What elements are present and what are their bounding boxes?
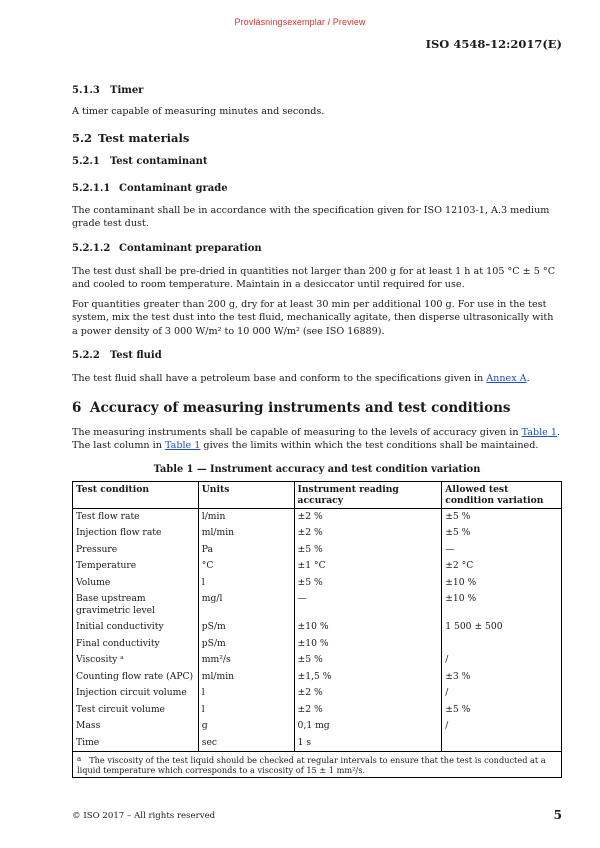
table-row (73, 636, 562, 653)
table-row (73, 575, 562, 592)
table-cell: ±2 % (294, 508, 442, 525)
table-cell: l (198, 702, 294, 719)
table-row (73, 718, 562, 735)
accuracy-table (72, 481, 562, 779)
table-row (73, 591, 562, 619)
document-id: ISO 4548-12:2017(E) (425, 37, 562, 51)
section-number: 5.2.1.2 (72, 242, 111, 254)
table-cell: ±1,5 % (294, 669, 442, 686)
table-cell: ±3 % (442, 669, 562, 686)
table-cell: Pa (198, 542, 294, 559)
table-row (73, 702, 562, 719)
paragraph-timer: A timer capable of measuring minutes and seconds. (72, 106, 325, 117)
table-cell: ±10 % (442, 591, 562, 619)
text-run: . The last column in (72, 426, 561, 451)
table-cell: Test flow rate (73, 508, 199, 525)
section-title: Contaminant grade (119, 182, 228, 194)
section-title: Contaminant preparation (119, 242, 262, 254)
paragraph-accuracy (72, 426, 562, 453)
text-run: The test fluid shall have a petroleum base and conform to the specifications given in (72, 373, 487, 384)
annex-a-link[interactable]: Annex A (486, 373, 527, 384)
table-cell: pS/m (198, 636, 294, 653)
table-cell: 0,1 mg (294, 718, 442, 735)
table-cell: Initial conductivity (73, 619, 199, 636)
table-row (73, 669, 562, 686)
table-cell: ±5 % (294, 575, 442, 592)
column-header: Instrument reading accuracy (294, 481, 442, 508)
table-cell: Time (73, 735, 199, 752)
table-cell: l (198, 575, 294, 592)
table-cell: / (442, 652, 562, 669)
table-cell: Counting flow rate (APC) (73, 669, 199, 686)
table-cell: Final conductivity (73, 636, 199, 653)
table-cell: g (198, 718, 294, 735)
table-cell: ±10 % (442, 575, 562, 592)
table-cell: pS/m (198, 619, 294, 636)
table-header-row (73, 481, 562, 508)
table-cell: / (442, 718, 562, 735)
column-header: Allowed test condition variation (442, 481, 562, 508)
table-cell: ±10 % (294, 619, 442, 636)
table-1-link[interactable]: Table 1 (521, 426, 558, 438)
table-cell: l/min (198, 508, 294, 525)
table-row (73, 558, 562, 575)
table-cell (442, 636, 562, 653)
section-number: 5.2.1 (72, 155, 100, 167)
table-row (73, 652, 562, 669)
heading-5-2-2 (72, 350, 562, 364)
table-cell: Injection circuit volume (73, 685, 199, 702)
paragraph-contaminant-grade: The contaminant shall be in accordance with the specification given for ISO 12103-1, A.3 medium grade test dust. (72, 204, 550, 229)
heading-5-2-1-1 (72, 183, 562, 197)
text-run: . (526, 373, 530, 384)
table-cell: ±5 % (294, 542, 442, 559)
table-cell: Volume (73, 575, 199, 592)
table-cell: — (294, 591, 442, 619)
paragraph-predry: The test dust shall be pre-dried in quantities not larger than 200 g for at least 1 h at 105 °C ± 5 °C and cooled to room temperature. Maintain in a desiccator until required for use. (72, 265, 556, 290)
table-row (73, 685, 562, 702)
table-cell: ±10 % (294, 636, 442, 653)
table-cell: ±5 % (442, 508, 562, 525)
table-1-link[interactable]: Table 1 (164, 440, 201, 451)
table-cell (442, 735, 562, 752)
table-cell: Base upstream gravimetric level (73, 591, 199, 619)
heading-6 (72, 400, 562, 418)
table-cell: ±2 % (294, 525, 442, 542)
footnote-text: The viscosity of the test liquid should be checked at regular intervals to ensure that the test is conducted at a liquid temperature which corresponds to a viscosity of 15 ± 1 mm²/s. (77, 755, 546, 775)
table-row (73, 542, 562, 559)
section-title: Test fluid (110, 350, 162, 361)
heading-5-2-1 (72, 156, 562, 170)
column-header: Units (198, 481, 294, 508)
section-number: 5.2 (72, 130, 93, 145)
table-cell: Mass (73, 718, 199, 735)
table-row (73, 735, 562, 752)
table-cell: sec (198, 735, 294, 752)
heading-5-1-3 (72, 85, 562, 99)
table-cell: ±5 % (442, 702, 562, 719)
page-number: 5 (553, 808, 562, 822)
section-title: Timer (110, 85, 144, 96)
table-title: Table 1 — Instrument accuracy and test condition variation (153, 463, 481, 475)
table-cell: ±2 % (294, 702, 442, 719)
page-content (72, 85, 562, 778)
table-cell: Injection flow rate (73, 525, 199, 542)
text-run: The measuring instruments shall be capable of measuring to the levels of accuracy given in (72, 426, 522, 438)
table-cell: ±5 % (442, 525, 562, 542)
table-cell: — (442, 542, 562, 559)
table-cell: ±1 °C (294, 558, 442, 575)
section-number: 5.2.2 (72, 350, 100, 361)
paragraph-test-fluid (72, 372, 562, 386)
column-header: Test condition (73, 481, 199, 508)
table-row (73, 508, 562, 525)
table-cell: l (198, 685, 294, 702)
section-number: 5.1.3 (72, 85, 100, 96)
section-title: Accuracy of measuring instruments and test conditions (90, 399, 511, 416)
section-title: Test materials (98, 130, 190, 145)
table-cell: Viscosity ᵃ (73, 652, 199, 669)
table-cell: / (442, 685, 562, 702)
heading-5-2 (72, 131, 562, 147)
table-row (73, 525, 562, 542)
table-footnote (73, 752, 562, 778)
copyright-notice: © ISO 2017 – All rights reserved (72, 811, 216, 821)
preview-banner: Provläsningsexemplar / Preview (234, 17, 366, 27)
table-cell: ±2 °C (442, 558, 562, 575)
table-cell: Temperature (73, 558, 199, 575)
table-cell: 1 500 ± 500 (442, 619, 562, 636)
table-cell: Pressure (73, 542, 199, 559)
table-cell: ml/min (198, 525, 294, 542)
footnote-mark: a (77, 755, 82, 763)
section-number: 5.2.1.1 (72, 182, 111, 194)
table-cell: 1 s (294, 735, 442, 752)
table-cell: Test circuit volume (73, 702, 199, 719)
table-footnote-row (73, 752, 562, 778)
table-body (73, 508, 562, 752)
paragraph-quantities: For quantities greater than 200 g, dry for at least 30 min per additional 100 g. For use in the test system, mix the test dust into the test fluid, mechanically agitate, then disperse ultrasonically with a power density of 3 000 W/m² to 10 000 W/m² (see ISO 16889). (72, 298, 554, 337)
section-title: Test contaminant (110, 155, 208, 167)
table-cell: ±5 % (294, 652, 442, 669)
heading-5-2-1-2 (72, 243, 562, 257)
table-cell: mg/l (198, 591, 294, 619)
table-cell: ±2 % (294, 685, 442, 702)
text-run: gives the limits within which the test conditions shall be maintained. (200, 440, 539, 451)
table-row (73, 619, 562, 636)
table-cell: °C (198, 558, 294, 575)
table-cell: ml/min (198, 669, 294, 686)
section-number: 6 (72, 399, 82, 416)
table-cell: mm²/s (198, 652, 294, 669)
